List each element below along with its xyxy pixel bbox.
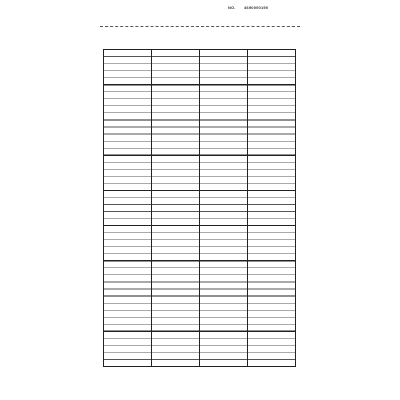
chart-header — [0, 0, 400, 40]
perforation-line — [100, 26, 300, 27]
grid-graphic — [103, 49, 296, 367]
strip-chart-grid — [103, 49, 296, 367]
chart-number: 4690000190 — [244, 5, 269, 10]
number-label: NO. — [228, 5, 236, 10]
